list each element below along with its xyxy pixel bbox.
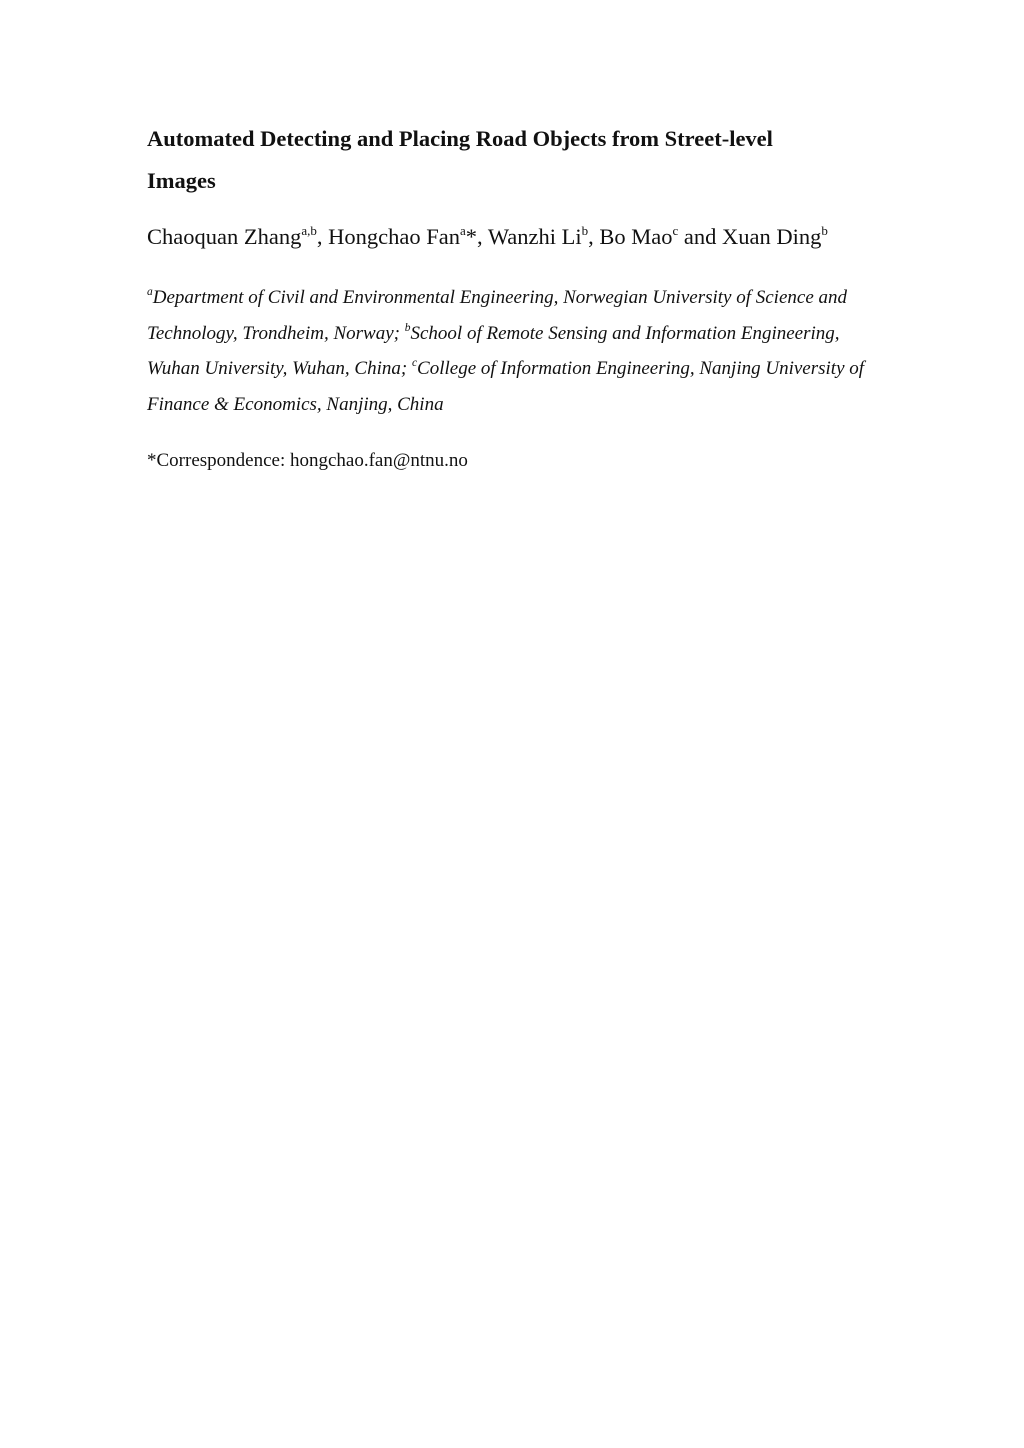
affiliation-mark: c bbox=[411, 357, 418, 369]
author-separator: , bbox=[477, 224, 488, 249]
author-separator: , bbox=[316, 224, 329, 249]
author-affiliation-mark: c bbox=[672, 223, 679, 238]
title-page bbox=[147, 118, 887, 479]
author-affiliation-mark: a bbox=[459, 223, 466, 238]
corresponding-author-mark: * bbox=[465, 224, 478, 249]
author-separator: and bbox=[678, 224, 723, 249]
affiliation-mark: b bbox=[404, 321, 411, 334]
correspondence-line: *Correspondence: hongchao.fan@ntnu.no bbox=[147, 450, 468, 471]
affiliation-text: School of Remote Sensing and Information Engineering, Wuhan University, Wuhan, China; bbox=[147, 322, 840, 379]
author-name: Bo Mao bbox=[599, 224, 673, 249]
author-affiliation-mark: a,b bbox=[301, 223, 317, 238]
affiliation-mark: a bbox=[147, 286, 153, 298]
author-name: Xuan Ding bbox=[722, 224, 822, 249]
author-name: Chaoquan Zhang bbox=[147, 224, 302, 249]
author-name: Hongchao Fan bbox=[328, 224, 460, 249]
author-separator: , bbox=[588, 224, 600, 249]
affiliation-text: College of Information Engineering, Nanjing University of Finance & Economics, Nanjing, China bbox=[147, 358, 865, 415]
affiliation-list bbox=[147, 280, 887, 422]
paper-title: Automated Detecting and Placing Road Objects from Street-level Images bbox=[147, 126, 773, 193]
author-list bbox=[147, 216, 847, 258]
author-affiliation-mark: b bbox=[821, 223, 828, 238]
affiliation-text: Department of Civil and Environmental Engineering, Norwegian University of Science and Technology, Trondheim, Norway; bbox=[147, 287, 848, 344]
author-affiliation-mark: b bbox=[581, 223, 589, 238]
author-name: Wanzhi Li bbox=[487, 224, 582, 249]
